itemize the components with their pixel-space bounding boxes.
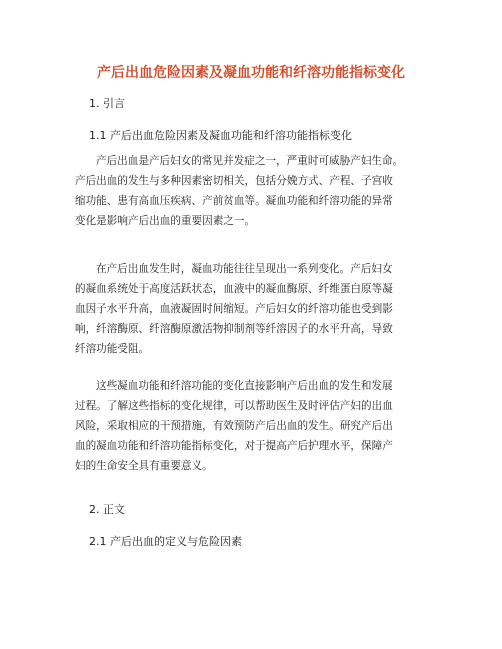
paragraph-1 <box>75 151 435 231</box>
section-heading-main-body: 2. 正文 <box>89 503 125 516</box>
paragraph-line: 产后出血的发生与多种因素密切相关，包括分娩方式、产程、子宫收 <box>75 175 393 187</box>
subsection-heading-1-1: 1.1 产后出血危险因素及凝血功能和纤溶功能指标变化 <box>89 129 352 142</box>
paragraph-line: 产后出血是产后妇女的常见并发症之一，严重时可威胁产妇生命。 <box>96 155 404 167</box>
paragraph-line: 妇的生命安全具有重要意义。 <box>75 460 213 472</box>
document-title: 产后出血危险因素及凝血功能和纤溶功能指标变化 <box>97 65 405 81</box>
paragraph-line: 变化是影响产后出血的重要因素之一。 <box>75 215 256 227</box>
subsection-heading-2-1: 2.1 产后出血的定义与危险因素 <box>89 535 242 548</box>
paragraph-2 <box>75 259 435 359</box>
paragraph-line: 过程。了解这些指标的变化规律，可以帮助医生及时评估产妇的出血 <box>75 400 393 412</box>
paragraph-line: 血因子水平升高，血液凝固时间缩短。产后妇女的纤溶功能也受到影 <box>75 303 393 315</box>
paragraph-line: 的凝血系统处于高度活跃状态，血液中的凝血酶原、纤维蛋白原等凝 <box>75 283 393 295</box>
paragraph-line: 这些凝血功能和纤溶功能的变化直接影响产后出血的发生和发展 <box>96 380 393 392</box>
paragraph-line: 在产后出血发生时，凝血功能往往呈现出一系列变化。产后妇女 <box>96 263 393 275</box>
paragraph-line: 风险，采取相应的干预措施，有效预防产后出血的发生。研究产后出 <box>75 420 393 432</box>
paragraph-line: 血的凝血功能和纤溶功能指标变化，对于提高产后护理水平，保障产 <box>75 440 393 452</box>
paragraph-line: 缩功能、患有高血压疾病、产前贫血等。凝血功能和纤溶功能的异常 <box>75 195 393 207</box>
paragraph-3 <box>75 376 435 476</box>
paragraph-line: 响，纤溶酶原、纤溶酶原激活物抑制剂等纤溶因子的水平升高，导致 <box>75 323 393 335</box>
paragraph-line: 纤溶功能受阻。 <box>75 343 150 355</box>
section-heading-introduction: 1. 引言 <box>89 97 125 110</box>
